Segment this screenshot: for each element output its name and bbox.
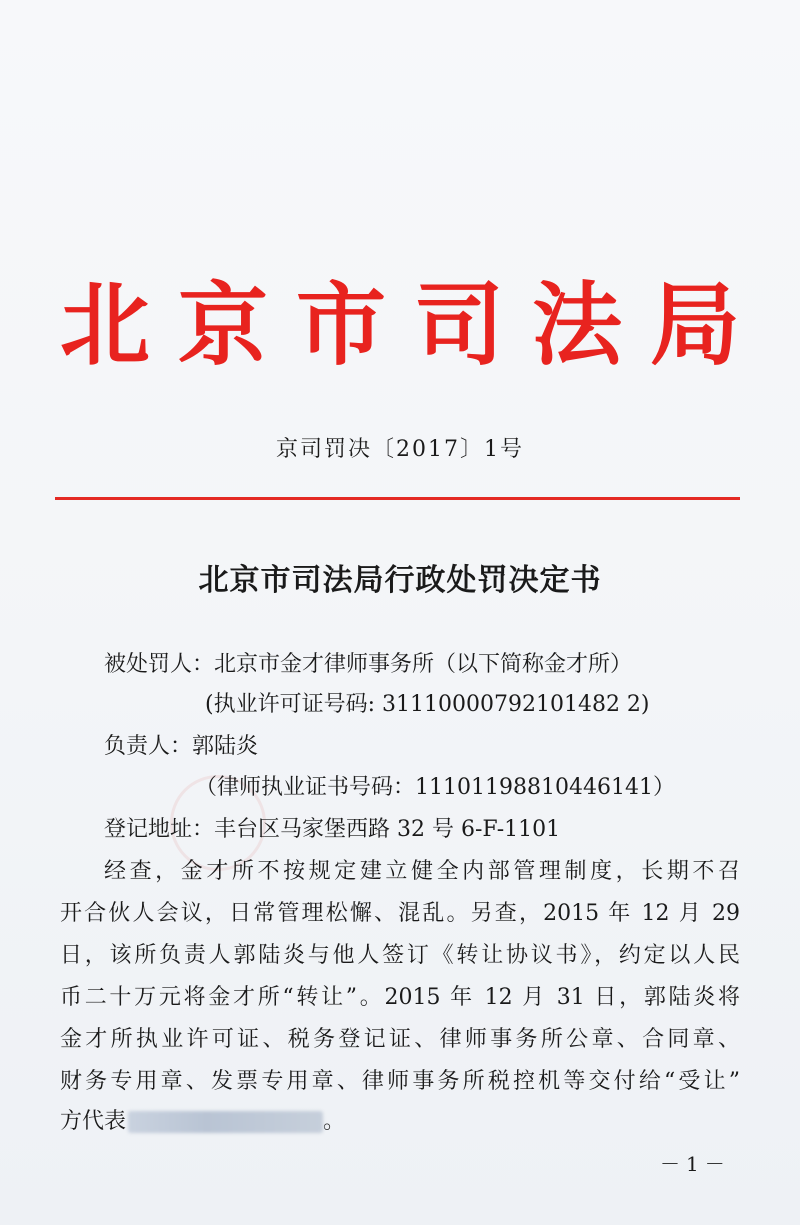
letterhead-char: 北: [60, 272, 150, 378]
responsible-person-label: 负责人：: [104, 734, 193, 759]
letterhead-char: 市: [296, 272, 386, 378]
penalized-party-label: 被处罚人：: [104, 652, 215, 677]
body-paragraph-line: 日，该所负责人郭陆炎与他人签订《转让协议书》，约定以人民: [60, 943, 740, 968]
license-number-line: (执业许可证号码: 31110000792101482 2): [205, 692, 650, 717]
body-paragraph-line: 经查，金才所不按规定建立健全内部管理制度，长期不召: [104, 859, 740, 884]
body-last-line-punctuation: 。: [323, 1109, 346, 1134]
lawyer-license-line: （律师执业证书号码：11101198810446141）: [195, 775, 675, 800]
document-number: 京司罚决〔2017〕1号: [276, 437, 524, 462]
document-title: 北京市司法局行政处罚决定书: [198, 563, 602, 598]
penalized-party-name: 北京市金才律师事务所（以下简称金才所）: [214, 652, 633, 677]
body-paragraph-line: 币二十万元将金才所“转让”。2015 年 12 月 31 日，郭陆炎将: [60, 985, 740, 1010]
letterhead-char: 法: [532, 272, 622, 378]
page-number: －1－: [660, 1152, 731, 1176]
body-last-line: [60, 1107, 345, 1137]
letterhead-char: 京: [178, 272, 268, 378]
penalized-party-line: [104, 650, 632, 680]
body-last-line-text: 方代表: [60, 1109, 127, 1134]
responsible-person-line: [104, 732, 258, 762]
address-line: [104, 815, 560, 845]
letterhead-title: [60, 270, 740, 380]
red-divider-line: [55, 497, 740, 500]
body-paragraph-line: 金才所执业许可证、税务登记证、律师事务所公章、合同章、: [60, 1027, 740, 1052]
body-paragraph-line: 财务专用章、发票专用章、律师事务所税控机等交付给“受让”: [60, 1069, 740, 1094]
responsible-person-name: 郭陆炎: [192, 734, 259, 759]
letterhead-char: 局: [650, 272, 740, 378]
redacted-name-blur: [128, 1111, 323, 1133]
address-label: 登记地址：: [104, 817, 215, 842]
body-paragraph-line: 开合伙人会议，日常管理松懈、混乱。另查，2015 年 12 月 29: [60, 901, 740, 926]
address-value: 丰台区马家堡西路 32 号 6-F-1101: [214, 817, 561, 842]
letterhead-char: 司: [414, 272, 504, 378]
